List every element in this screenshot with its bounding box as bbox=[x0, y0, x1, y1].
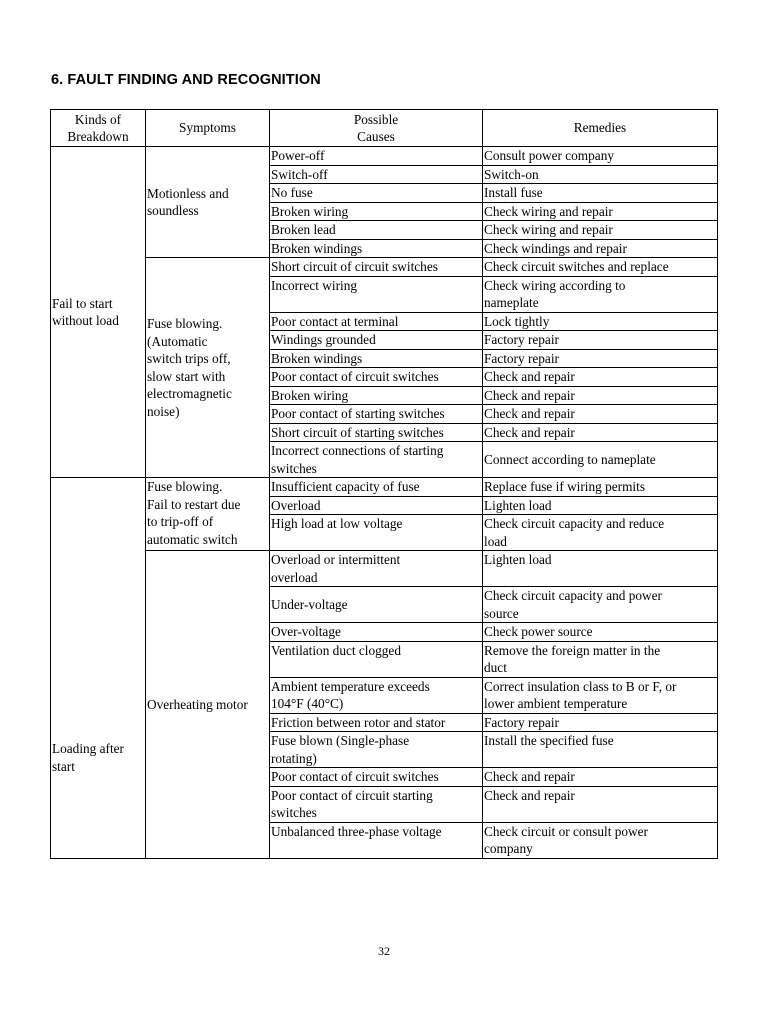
cause-cell: No fuse bbox=[270, 184, 483, 203]
remedy-cell: Check wiring and repair bbox=[483, 202, 718, 221]
cause-cell: Broken wiring bbox=[270, 202, 483, 221]
remedy-cell: Remove the foreign matter in the duct bbox=[483, 641, 718, 677]
remedy-cell: Install fuse bbox=[483, 184, 718, 203]
remedy-cell: Check wiring and repair bbox=[483, 221, 718, 240]
remedy-cell: Check circuit capacity and reduce load bbox=[483, 515, 718, 551]
header-kinds-of-breakdown: Kinds of Breakdown bbox=[51, 110, 146, 147]
cause-cell: Short circuit of starting switches bbox=[270, 423, 483, 442]
fault-table bbox=[50, 109, 718, 859]
breakdown-kind: Fail to start without load bbox=[52, 295, 119, 328]
cause-cell: Insufficient capacity of fuse bbox=[270, 478, 483, 497]
cause-cell: Overload or intermittent overload bbox=[270, 551, 483, 587]
symptom-cell bbox=[146, 478, 270, 551]
breakdown-kind-cell bbox=[51, 147, 146, 478]
remedy-cell: Check circuit or consult power company bbox=[483, 822, 718, 858]
symptom-text: Fuse blowing. Fail to restart due to trip-off of automatic switch bbox=[147, 479, 241, 547]
cause-cell: Poor contact of circuit starting switches bbox=[270, 786, 483, 822]
remedy-cell: Correct insulation class to B or F, or lower ambient temperature bbox=[483, 677, 718, 713]
remedy-cell: Lock tightly bbox=[483, 312, 718, 331]
symptom-cell bbox=[146, 551, 270, 859]
cause-cell: High load at low voltage bbox=[270, 515, 483, 551]
remedy-cell: Connect according to nameplate bbox=[483, 442, 718, 478]
remedy-cell: Replace fuse if wiring permits bbox=[483, 478, 718, 497]
cause-cell: Over-voltage bbox=[270, 623, 483, 642]
section-heading: 6. FAULT FINDING AND RECOGNITION bbox=[51, 72, 321, 88]
cause-cell: Ambient temperature exceeds 104°F (40°C) bbox=[270, 677, 483, 713]
cause-cell: Poor contact of circuit switches bbox=[270, 768, 483, 787]
cause-cell: Poor contact of starting switches bbox=[270, 405, 483, 424]
remedy-cell: Lighten load bbox=[483, 551, 718, 587]
table-row bbox=[51, 551, 718, 587]
symptom-cell bbox=[146, 147, 270, 258]
cause-cell: Windings grounded bbox=[270, 331, 483, 350]
table-row bbox=[51, 478, 718, 497]
remedy-cell: Check and repair bbox=[483, 423, 718, 442]
table-body bbox=[51, 147, 718, 859]
cause-cell: Ventilation duct clogged bbox=[270, 641, 483, 677]
header-possible-causes: Possible Causes bbox=[270, 110, 483, 147]
symptom-cell bbox=[146, 258, 270, 478]
symptom-text: Overheating motor bbox=[147, 696, 248, 712]
remedy-cell: Check circuit switches and replace bbox=[483, 258, 718, 277]
table-header-row bbox=[51, 110, 718, 147]
cause-cell: Short circuit of circuit switches bbox=[270, 258, 483, 277]
remedy-cell: Switch-on bbox=[483, 165, 718, 184]
symptom-text: Motionless and soundless bbox=[147, 185, 229, 218]
remedy-cell: Check and repair bbox=[483, 768, 718, 787]
remedy-cell: Check and repair bbox=[483, 386, 718, 405]
remedy-cell: Check power source bbox=[483, 623, 718, 642]
cause-cell: Incorrect wiring bbox=[270, 276, 483, 312]
remedy-cell: Check and repair bbox=[483, 786, 718, 822]
remedy-cell: Check windings and repair bbox=[483, 239, 718, 258]
page-number: 32 bbox=[378, 944, 390, 958]
cause-cell: Broken wiring bbox=[270, 386, 483, 405]
remedy-cell: Factory repair bbox=[483, 349, 718, 368]
cause-cell: Poor contact of circuit switches bbox=[270, 368, 483, 387]
header-remedies: Remedies bbox=[483, 110, 718, 147]
breakdown-kind: Loading after start bbox=[52, 741, 124, 774]
cause-cell: Broken windings bbox=[270, 239, 483, 258]
cause-cell: Friction between rotor and stator bbox=[270, 713, 483, 732]
header-symptoms: Symptoms bbox=[146, 110, 270, 147]
cause-cell: Broken windings bbox=[270, 349, 483, 368]
cause-cell: Power-off bbox=[270, 147, 483, 166]
symptom-text: Fuse blowing. (Automatic switch trips off, slow start with electromagnetic noise) bbox=[147, 316, 232, 419]
remedy-cell: Factory repair bbox=[483, 331, 718, 350]
remedy-cell: Install the specified fuse bbox=[483, 732, 718, 768]
cause-cell: Fuse blown (Single-phase rotating) bbox=[270, 732, 483, 768]
remedy-cell: Lighten load bbox=[483, 496, 718, 515]
breakdown-kind-cell bbox=[51, 478, 146, 859]
table-row bbox=[51, 147, 718, 166]
remedy-cell: Check wiring according to nameplate bbox=[483, 276, 718, 312]
cause-cell: Under-voltage bbox=[270, 587, 483, 623]
cause-cell: Unbalanced three-phase voltage bbox=[270, 822, 483, 858]
cause-cell: Switch-off bbox=[270, 165, 483, 184]
cause-cell: Overload bbox=[270, 496, 483, 515]
cause-cell: Broken lead bbox=[270, 221, 483, 240]
remedy-cell: Check circuit capacity and power source bbox=[483, 587, 718, 623]
remedy-cell: Check and repair bbox=[483, 405, 718, 424]
cause-cell: Incorrect connections of starting switches bbox=[270, 442, 483, 478]
remedy-cell: Check and repair bbox=[483, 368, 718, 387]
table-row bbox=[51, 258, 718, 277]
remedy-cell: Consult power company bbox=[483, 147, 718, 166]
cause-cell: Poor contact at terminal bbox=[270, 312, 483, 331]
remedy-cell: Factory repair bbox=[483, 713, 718, 732]
